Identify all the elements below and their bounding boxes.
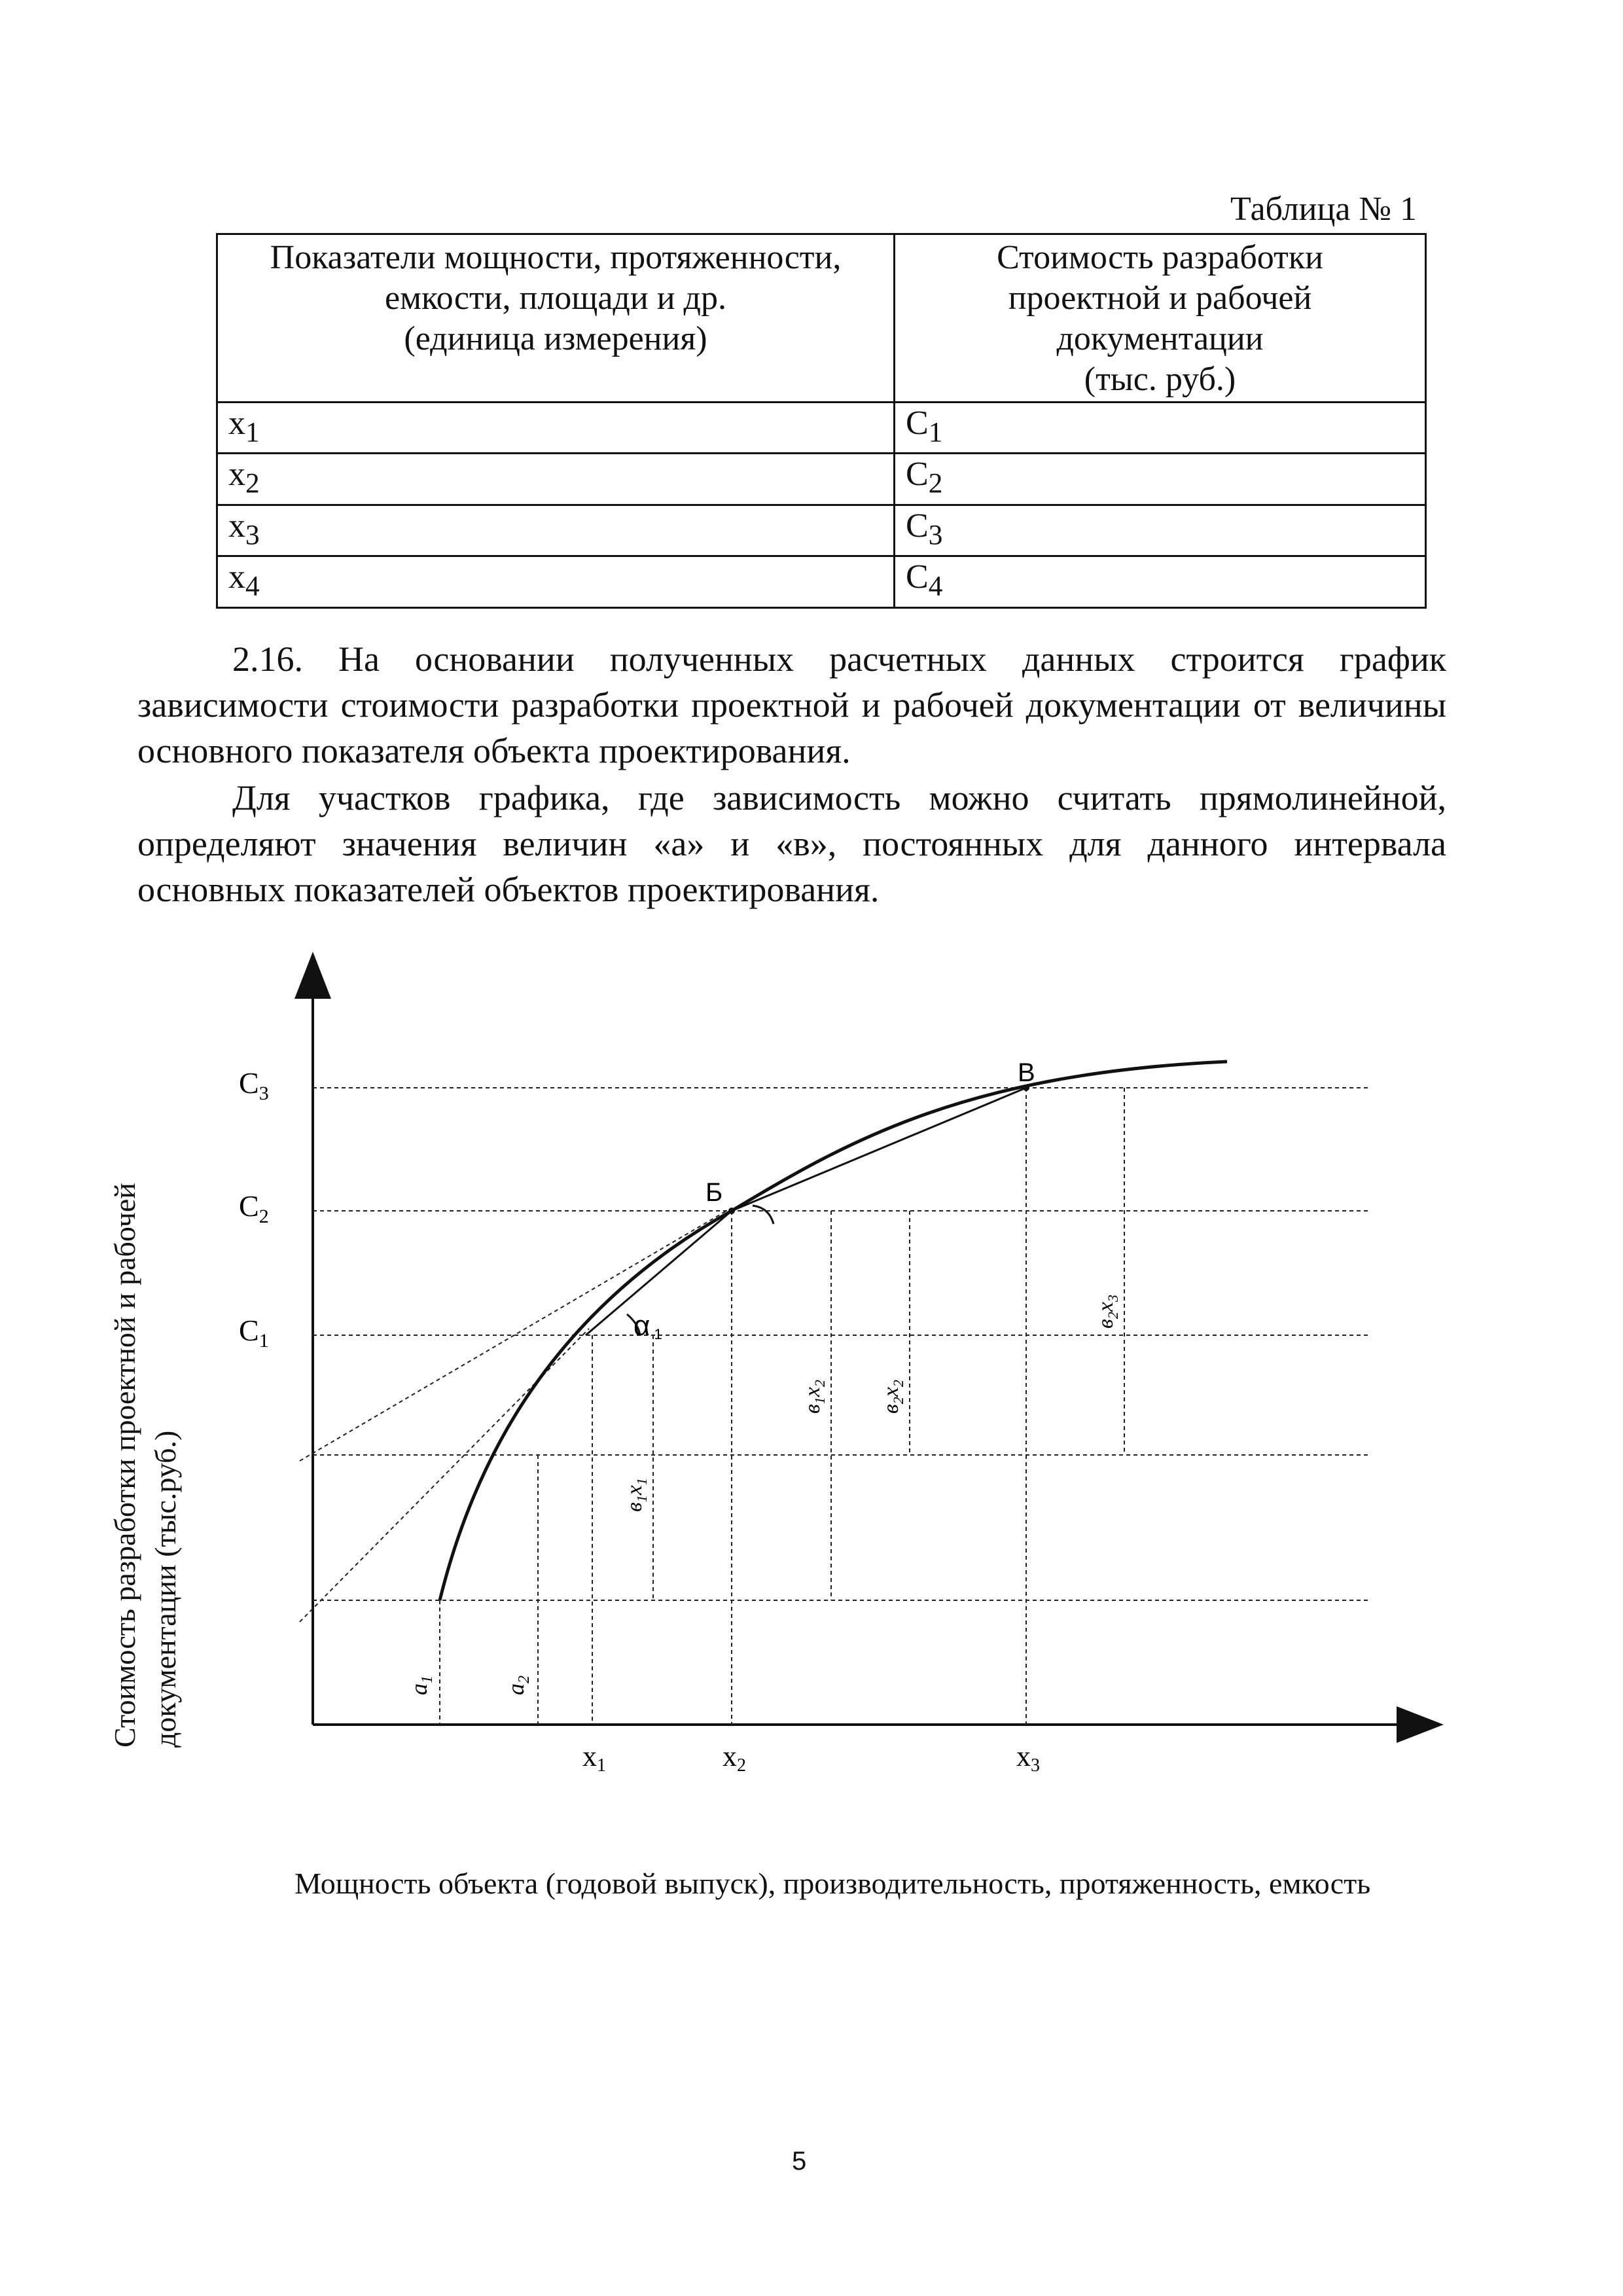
b1x1-label: $в_1x_1$	[622, 1478, 650, 1512]
angle-arc-b	[753, 1206, 774, 1224]
b2x3-label: $в_2x_3$	[1094, 1295, 1121, 1329]
y-tick-c1: $C_1$	[239, 1314, 269, 1352]
paragraph-straight-segments: Для участков графика, где зависимость можно считать прямолинейной, определяют значения величин «а» и «в», постоянных для данного интервала основных показателей объектов проектирования.	[137, 778, 1446, 909]
table-row: $x_1$ $C_1$	[217, 403, 1426, 454]
y-axis-title: Стоимость разработки проектной и рабочей документации (тыс.руб.)	[108, 1183, 182, 1748]
x-tick-x2: x2	[722, 1740, 746, 1776]
point-b-label: Б	[705, 1178, 723, 1207]
x-tick-x3: x3	[1016, 1740, 1040, 1776]
chord-b-v	[732, 1088, 1026, 1211]
header-cost: Стоимость разработки проектной и рабочей документации (тыс. руб.)	[895, 234, 1426, 403]
table-row: $x_4$ $C_4$	[217, 556, 1426, 607]
cost-curve	[440, 1062, 1227, 1600]
chord-a-b	[586, 1211, 732, 1335]
x-axis-caption: Мощность объекта (годовой выпуск), производительность, протяженность, емкость	[294, 1867, 1371, 1900]
a1-label: $a_1$	[406, 1676, 436, 1695]
b2x2-label: $в_2x_2$	[879, 1380, 906, 1414]
header-indicators: Показатели мощности, протяженности, емкости, площади и др. (единица измерения)	[217, 234, 895, 403]
table-caption: Таблица № 1	[1230, 190, 1418, 228]
page-number: 5	[792, 2147, 807, 2176]
point-b-marker	[728, 1208, 735, 1214]
b1x2-label: $в_1x_2$	[800, 1380, 828, 1414]
paragraph-2-16: 2.16. На основании полученных расчетных данных строится график зависимости стоимости разработки проектной и рабочей документации от величины основного показателя объекта проектирования.	[137, 639, 1446, 770]
angle-label: α 1	[633, 1310, 662, 1342]
x-tick-x1: x1	[582, 1740, 606, 1776]
y-tick-c2: $C_2$	[239, 1189, 269, 1227]
table-row: $x_3$ $C_3$	[217, 505, 1426, 556]
a2-label: $a_2$	[503, 1676, 533, 1695]
point-v-label: В	[1018, 1058, 1035, 1087]
table-row: $x_2$ $C_2$	[217, 454, 1426, 505]
y-tick-c3: $C_3$	[239, 1066, 269, 1104]
